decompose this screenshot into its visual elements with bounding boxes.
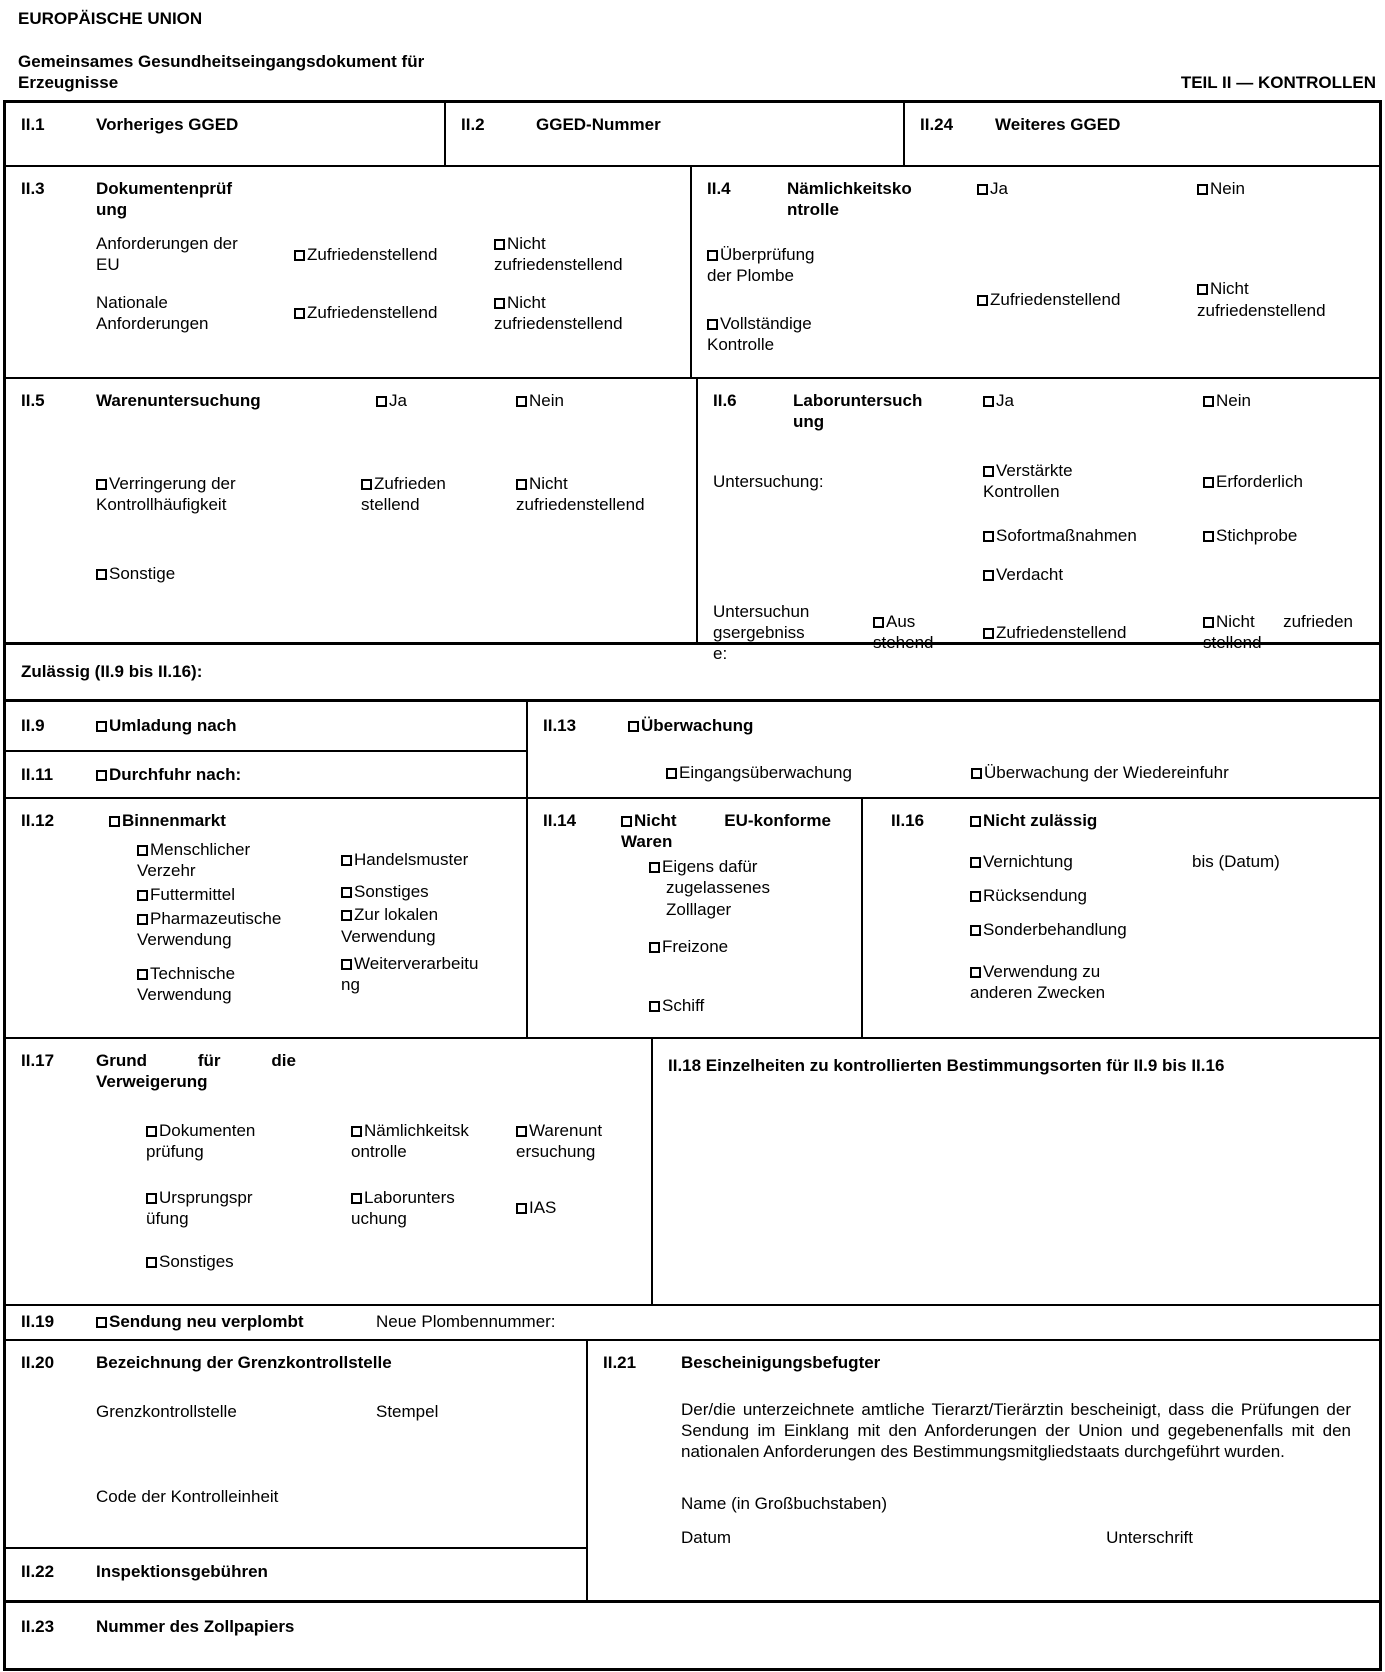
checkbox-label: Sonstiges [354,882,429,902]
checkbox-non-conforming-goods[interactable] [621,810,831,852]
checkbox-further-processing[interactable] [341,953,481,995]
checkbox-emergency-measures[interactable] [983,525,1203,546]
checkbox-label: Durchfuhr nach: [109,765,242,785]
checkbox-refusal-documentary[interactable] [146,1120,258,1162]
row-previous-ched [6,103,1379,165]
box23-title: Nummer des Zollpapiers [96,1617,295,1637]
box-II17 [6,1039,651,1304]
box-II18 [651,1039,1379,1304]
checkbox-label: Vernichtung [983,852,1073,872]
checkbox-identity-yes[interactable] [977,178,1197,199]
checkbox-label: Nicht zufriedenstellend [494,292,623,333]
checkbox-label: Nicht zufrieden stellend [1203,612,1353,653]
checkbox-icon [96,721,107,732]
checkbox-customs-warehouse[interactable] [649,856,824,919]
box18-label: II.18 Einzelheiten zu kontrollierten Bestimmungsorten für II.9 bis II.16 [668,1056,1225,1076]
row-bcp-certifying [6,1339,1379,1600]
box21-title: Bescheinigungsbefugter [681,1353,881,1373]
checkbox-refusal-ias[interactable] [516,1197,556,1218]
checkbox-label: Zur lokalen Verwendung [341,905,439,946]
checkbox-identity-satisfactory[interactable] [977,289,1197,310]
row-resealed [6,1304,1379,1339]
box-II22 [6,1547,586,1600]
box-II5 [6,379,696,642]
checkbox-label: Laboruntersuchung [351,1187,455,1228]
box23-number: II.23 [21,1617,55,1637]
row-refusal-destinations [6,1037,1379,1304]
checkbox-label: Futtermittel [150,885,236,905]
box21-statement: Der/die unterzeichnete amtliche Tierarzt/Tierärztin bescheinigt, dass die Prüfungen der Sendung im Einklang mit den Anforderungen der Union und gegebenenfalls mit den nationalen Anforderungen des Bestimmungsmitgliedstaats durchgeführt wurden. [681,1400,1351,1462]
checkbox-label: Warenuntersuchung [516,1121,603,1162]
checkbox-label: Nämlichkeitskontrolle [351,1121,469,1162]
checkbox-special-treatment[interactable] [970,919,1367,940]
checkbox-label: Verdacht [996,564,1064,584]
checkbox-label: Zufrieden stellend [361,474,446,515]
checkbox-label: Verstärkte Kontrollen [983,461,1073,502]
box-II6 [696,379,1379,663]
checkbox-other-market[interactable] [341,881,481,902]
checkbox-label: Zufriedenstellend [307,244,438,264]
checkbox-icon [341,959,352,970]
box-II14 [526,799,861,1037]
box19-number: II.19 [21,1312,55,1332]
checkbox-label: Zufriedenstellend [996,622,1127,642]
checkbox-icon [970,816,981,827]
checkbox-free-zone[interactable] [649,936,849,957]
box3-title: Dokumentenprüfung [96,179,232,220]
checkbox-icon [983,396,994,407]
box20-title: Bezeichnung der Grenzkontrollstelle [96,1353,392,1373]
box1-number: II.1 [21,115,45,135]
box-II4 [690,167,1379,377]
box5-number: II.5 [21,391,45,411]
checkbox-ship[interactable] [649,995,849,1016]
checkbox-label: Nein [529,391,564,411]
checkbox-icon [137,914,148,925]
checkbox-icon [873,617,884,628]
checkbox-destruction[interactable] [970,851,1192,872]
box16-by-date-label: bis (Datum) [1192,852,1280,872]
box2-label: GGED-Nummer [536,115,661,135]
checkbox-icon [146,1126,157,1137]
part-title: TEIL II — KONTROLLEN [1180,73,1376,93]
checkbox-label: Nein [1210,179,1245,199]
checkbox-label: Pharmazeutische Verwendung [137,908,282,949]
checkbox-label: Aus stehend [873,612,934,653]
checkbox-lab-yes[interactable] [983,390,1203,411]
box-II1 [6,103,444,165]
checkbox-label: Sonstige [109,564,176,584]
checkbox-icon [294,250,305,261]
checkbox-icon [649,942,660,953]
checkbox-icon [341,887,352,898]
checkbox-icon [1203,617,1214,628]
checkbox-label: Nicht zufriedenstellend [1197,279,1326,320]
checkbox-results-pending[interactable] [873,611,968,653]
checkbox-reinforced-checks[interactable] [983,460,1108,502]
checkbox-label: Verringerung der Kontrollhäufigkeit [96,474,236,515]
box18-input-area [668,1076,1367,1256]
box-II24 [903,103,1379,165]
checkbox-not-acceptable[interactable] [970,810,1367,831]
checkbox-lab-no[interactable] [1203,390,1251,411]
checkbox-physical-no[interactable] [516,390,564,411]
row-transhipment-monitoring [6,699,1379,797]
box2-number: II.2 [461,115,485,135]
checkbox-label: IAS [529,1198,557,1218]
checkbox-redispatch[interactable] [970,885,1367,906]
checkbox-label: Sendung neu verplombt [109,1312,304,1332]
box22-title: Inspektionsgebühren [96,1562,268,1582]
checkbox-icon [137,969,148,980]
checkbox-label: Nein [1216,391,1251,411]
row-physical-lab-check [6,377,1379,663]
checkbox-icon [137,845,148,856]
checkbox-icon [628,721,639,732]
checkbox-icon [970,967,981,978]
box6-title: Laboruntersuchung [793,391,923,432]
checkbox-icon [970,891,981,902]
checkbox-national-satisfactory[interactable] [294,302,494,323]
checkbox-identity-no[interactable] [1197,178,1245,199]
box17-number: II.17 [21,1051,55,1071]
checkbox-label: Weiterverarbeitung [341,953,479,994]
checkbox-physical-other[interactable] [96,563,684,584]
box21-date-label: Datum [681,1527,732,1547]
box11-number: II.11 [21,765,54,785]
box20-unit-code-label: Code der Kontrolleinheit [96,1487,279,1507]
checkbox-label: Nicht EU-konforme Waren [621,811,831,852]
checkbox-label: Nicht zulässig [983,811,1098,831]
checkbox-label: Handelsmuster [354,850,469,870]
checkbox-icon [96,770,107,781]
box-II21 [586,1341,1379,1600]
checkbox-results-satisfactory[interactable] [983,622,1203,643]
checkbox-resealed[interactable] [96,1311,376,1332]
checkbox-icon [146,1193,157,1204]
checkbox-trade-sample[interactable] [341,849,481,870]
checkbox-label: Verwendung zu anderen Zwecken [970,961,1106,1002]
checkbox-entry-monitoring[interactable] [666,762,971,783]
box-II9 [6,702,526,750]
checkbox-label: Nicht zufriedenstellend [494,234,623,275]
box4-number: II.4 [707,179,731,199]
checkbox-label: Technische Verwendung [137,963,236,1004]
checkbox-random[interactable] [1203,525,1297,546]
checkbox-required[interactable] [1203,471,1303,492]
checkbox-label: Ja [389,391,407,411]
box4-title: Nämlichkeitskontrolle [787,179,912,220]
box13-number: II.13 [543,716,577,736]
row-market-destination [6,797,1379,1037]
checkbox-monitoring[interactable] [628,715,753,736]
checkbox-label: Sonderbehandlung [983,920,1127,940]
box-II12 [6,799,526,1037]
box14-number: II.14 [543,811,577,831]
checkbox-feed[interactable] [137,884,341,905]
checkbox-icon [516,396,527,407]
checkbox-icon [970,925,981,936]
checkbox-human-consumption[interactable] [137,839,287,881]
box20-stamp-label: Stempel [376,1402,439,1422]
checkbox-label: Dokumentenprüfung [146,1121,256,1162]
checkbox-label: Eigens dafür zugelassenes Zolllager [662,857,770,919]
checkbox-seal-check[interactable] [707,244,837,286]
checkbox-local-use[interactable] [341,904,461,946]
box3-eu-requirements-label: Anforderungen der EU [96,234,238,275]
checkbox-icon [621,816,632,827]
box12-number: II.12 [21,811,55,831]
checkbox-label: Nicht zufriedenstellend [516,474,645,515]
checkbox-icon [1203,531,1214,542]
checkbox-label: Rücksendung [983,886,1087,906]
checkbox-icon [96,479,107,490]
checkbox-icon [1203,477,1214,488]
box-II2 [444,103,903,165]
box6-number: II.6 [713,391,737,411]
checkbox-label: Umladung nach [109,716,237,736]
checkbox-label: Sofortmaßnahmen [996,525,1137,545]
checkbox-icon [96,1317,107,1328]
checkbox-icon [707,319,718,330]
checkbox-refusal-identity[interactable] [351,1120,477,1162]
checkbox-icon [361,479,372,490]
box-II16 [861,799,1379,1037]
box1-label: Vorheriges GGED [96,115,239,135]
box9-number: II.9 [21,716,45,736]
checkbox-icon [649,862,660,873]
checkbox-label: Freizone [662,936,729,956]
box21-number: II.21 [603,1353,637,1373]
box-II13 [526,702,1379,797]
box21-signature-label: Unterschrift [1106,1527,1193,1547]
checkbox-icon [516,1203,527,1214]
checkbox-technical-use[interactable] [137,963,287,1005]
admissible-label: Zulässig (II.9 bis II.16): [21,662,203,682]
box3-number: II.3 [21,179,45,199]
checkbox-icon [494,239,505,250]
checkbox-icon [1197,184,1208,195]
checkbox-icon [96,569,107,580]
checkbox-label: Vollständige Kontrolle [707,313,812,354]
checkbox-refusal-other[interactable] [146,1251,639,1272]
box-II3 [6,167,690,377]
checkbox-icon [516,1126,527,1137]
checkbox-icon [109,816,120,827]
checkbox-label: Binnenmarkt [122,811,226,831]
checkbox-label: Ja [990,179,1008,199]
checkbox-icon [137,890,148,901]
checkbox-icon [494,298,505,309]
checkbox-icon [983,466,994,477]
checkbox-icon [983,628,994,639]
checkbox-icon [977,295,988,306]
checkbox-refusal-laboratory[interactable] [351,1187,461,1229]
checkbox-transhipment[interactable] [96,715,237,736]
form-header [3,8,1382,93]
checkbox-eu-not-satisfactory[interactable] [494,233,659,275]
box6-results-label: Untersuchungsergebnisse: [713,601,810,663]
box24-label: Weiteres GGED [995,115,1121,135]
checkbox-icon [666,768,677,779]
box17-title: Grund für die Verweigerung [96,1051,296,1092]
checkbox-reentry-monitoring[interactable] [971,762,1229,783]
checkbox-pharmaceutical-use[interactable] [137,908,302,950]
box20-number: II.20 [21,1353,55,1373]
checkbox-label: Überwachung der Wiedereinfuhr [984,763,1229,783]
checkbox-icon [351,1193,362,1204]
document-title: Gemeinsames Gesundheitseingangsdokument für Erzeugnisse [18,52,425,93]
checkbox-identity-not-satisfactory[interactable] [1197,278,1362,320]
checkbox-physical-yes[interactable] [376,390,516,411]
checkbox-icon [516,479,527,490]
box19-new-seal-label: Neue Plombennummer: [376,1312,556,1332]
checkbox-label: Eingangsüberwachung [679,763,852,783]
checkbox-refusal-physical[interactable] [516,1120,604,1162]
checkbox-full-identity-check[interactable] [707,313,837,355]
checkbox-national-not-satisfactory[interactable] [494,292,659,334]
checkbox-icon [971,768,982,779]
checkbox-icon [1197,284,1208,295]
checkbox-physical-not-satisfactory[interactable] [516,473,681,515]
checkbox-eu-satisfactory[interactable] [294,244,494,265]
box21-name-label: Name (in Großbuchstaben) [681,1493,887,1513]
row-customs-document [6,1600,1379,1668]
checkbox-refusal-origin[interactable] [146,1187,254,1229]
box-II23 [6,1603,1379,1668]
checkbox-label: Überwachung [641,716,754,736]
checkbox-icon [977,184,988,195]
checkbox-icon [376,396,387,407]
row-doc-identity-check [6,165,1379,377]
checkbox-results-not-satisfactory[interactable] [1203,611,1353,653]
checkbox-reduced-checks[interactable] [96,473,276,515]
checkbox-icon [341,855,352,866]
checkbox-label: Ja [996,391,1014,411]
box3-national-requirements-label: Nationale Anforderungen [96,292,209,333]
checkbox-icon [146,1257,157,1268]
box5-title: Warenuntersuchung [96,391,261,411]
box24-number: II.24 [920,115,954,135]
checkbox-label: Erforderlich [1216,471,1303,491]
checkbox-icon [983,531,994,542]
union-title: EUROPÄISCHE UNION [18,9,203,28]
checkbox-label: Zufriedenstellend [307,303,438,323]
checkbox-label: Stichprobe [1216,525,1298,545]
checkbox-icon [707,250,718,261]
checkbox-label: Schiff [662,995,705,1015]
box-II20 [6,1341,586,1547]
box20-bcp-label: Grenzkontrollstelle [96,1402,237,1422]
checkbox-icon [341,910,352,921]
checkbox-label: Zufriedenstellend [990,290,1121,309]
box22-number: II.22 [21,1562,55,1582]
checkbox-icon [294,308,305,319]
checkbox-transit[interactable] [96,764,241,785]
checkbox-icon [649,1001,660,1012]
box6-test-label: Untersuchung: [713,471,824,491]
box16-number: II.16 [891,811,925,831]
checkbox-suspicion[interactable] [983,564,1063,585]
checkbox-label: Ursprungsprüfung [146,1187,253,1228]
form-table [3,100,1382,1671]
checkbox-label: Überprüfung der Plombe [707,245,815,286]
box-II11 [6,750,526,797]
checkbox-internal-market[interactable] [109,810,514,831]
checkbox-label: Sonstiges [159,1251,234,1271]
checkbox-icon [983,570,994,581]
checkbox-physical-satisfactory[interactable] [361,473,471,515]
checkbox-other-purposes[interactable] [970,961,1140,1003]
checkbox-icon [1203,396,1214,407]
checkbox-icon [970,857,981,868]
checkbox-label: Menschlicher Verzehr [137,840,251,881]
checkbox-icon [351,1126,362,1137]
